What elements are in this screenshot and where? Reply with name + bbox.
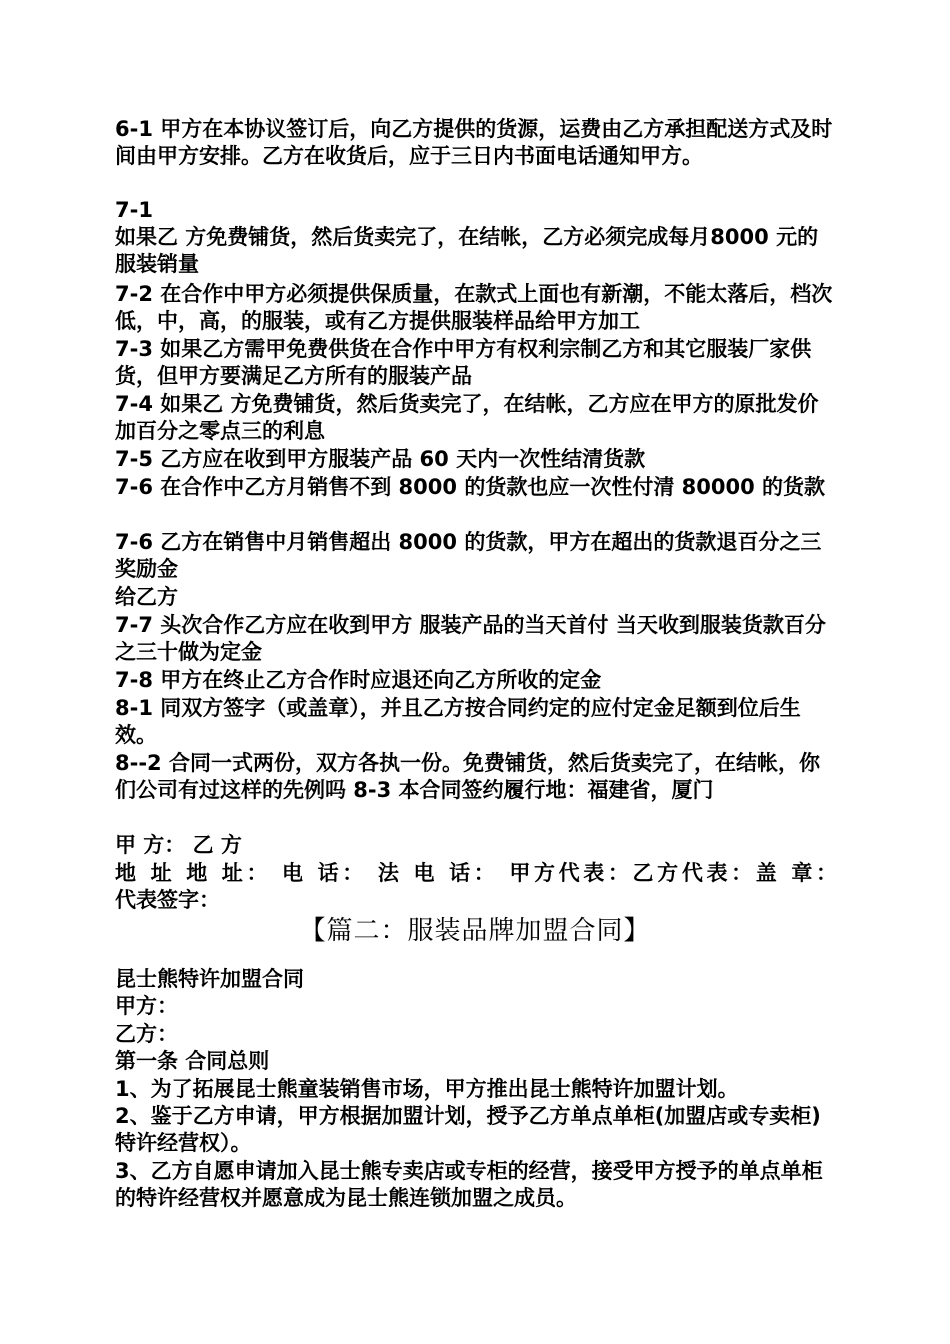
contract-title: 昆士熊特许加盟合同 bbox=[115, 967, 304, 991]
clause-8-2: 8--2 合同一式两份，双方各执一份。免费铺货，然后货卖完了，在结帐，你们公司有过这样的先例吗 8-3 本合同签约履行地：福建省，厦门 bbox=[115, 751, 820, 802]
representative-signature: 代表签字： bbox=[115, 888, 220, 912]
signature-fields-line: 地 址 地 址： 电 话： 法 电 话： 甲方代表：乙方代表：盖 章： bbox=[115, 861, 837, 885]
clause-7-6-b-tail: 给乙方 bbox=[115, 585, 178, 609]
clause-8-1: 8-1 同双方签字（或盖章），并且乙方按合同约定的应付定金足额到位后生效。 bbox=[115, 696, 801, 747]
parties-line: 甲 方： 乙 方 bbox=[115, 833, 242, 857]
clause-7-1-number: 7-1 bbox=[115, 198, 153, 222]
article-1-item-3: 3、乙方自愿申请加入昆士熊专卖店或专柜的经营，接受甲方授予的单点单柜的特许经营权并愿意成为昆士熊连锁加盟之成员。 bbox=[115, 1159, 823, 1210]
party-a-label: 甲方： bbox=[115, 994, 178, 1018]
clause-6-1: 6-1 甲方在本协议签订后，向乙方提供的货源，运费由乙方承担配送方式及时间由甲方安排。乙方在收货后，应于三日内书面电话通知甲方。 bbox=[115, 117, 833, 168]
clause-7-4: 7-4 如果乙 方免费铺货，然后货卖完了，在结帐，乙方应在甲方的原批发价加百分之零点三的利息 bbox=[115, 392, 819, 443]
clause-7-6-a: 7-6 在合作中乙方月销售不到 8000 的货款也应一次性付清 80000 的货款 bbox=[115, 475, 825, 499]
clause-7-6-b: 7-6 乙方在销售中月销售超出 8000 的货款，甲方在超出的货款退百分之三奖励金 bbox=[115, 530, 822, 581]
article-1-item-2: 2、鉴于乙方申请，甲方根据加盟计划，授予乙方单点单柜(加盟店或专卖柜)特许经营权）。 bbox=[115, 1104, 821, 1155]
clause-7-2: 7-2 在合作中甲方必须提供保质量，在款式上面也有新潮，不能太落后，档次低，中，高，的服装，或有乙方提供服装样品给甲方加工 bbox=[115, 282, 833, 333]
party-b-label: 乙方： bbox=[115, 1022, 178, 1046]
clause-7-8: 7-8 甲方在终止乙方合作时应退还向乙方所收的定金 bbox=[115, 668, 602, 692]
article-1-item-1: 1、为了拓展昆士熊童装销售市场，甲方推出昆士熊特许加盟计划。 bbox=[115, 1077, 739, 1101]
clause-7-3: 7-3 如果乙方需甲免费供货在合作中甲方有权利宗制乙方和其它服装厂家供货，但甲方要满足乙方所有的服装产品 bbox=[115, 337, 812, 388]
clause-7-1: 如果乙 方免费铺货，然后货卖完了，在结帐，乙方必须完成每月8000 元的服装销量 bbox=[115, 225, 819, 276]
clause-7-5: 7-5 乙方应在收到甲方服装产品 60 天内一次性结清货款 bbox=[115, 447, 646, 471]
clause-7-7: 7-7 头次合作乙方应在收到甲方 服装产品的当天首付 当天收到服装货款百分之三十做为定金 bbox=[115, 613, 826, 664]
article-1-heading: 第一条 合同总则 bbox=[115, 1049, 270, 1073]
section-heading: 【篇二：服装品牌加盟合同】 bbox=[299, 916, 651, 946]
